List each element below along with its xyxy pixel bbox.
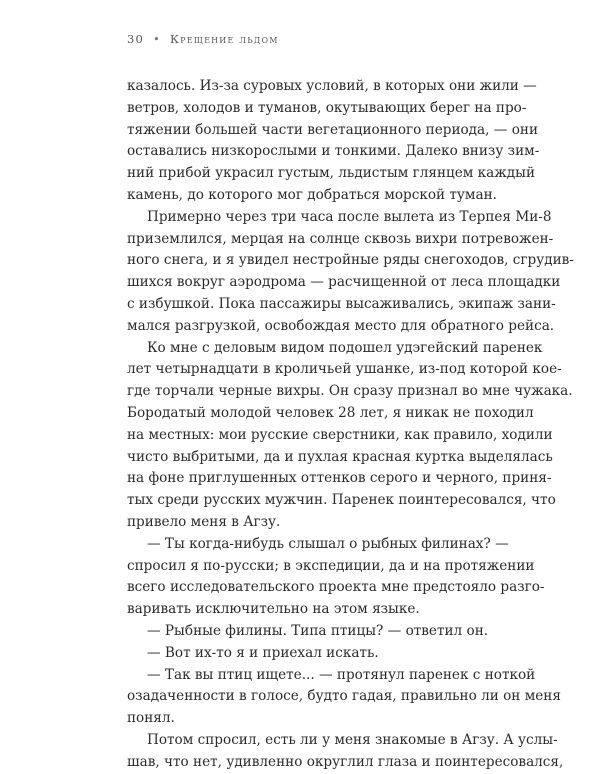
text-line: шав, что нет, удивленно округлил глаза и поинтересовался, [127, 753, 564, 770]
page-number: 30 [127, 32, 145, 46]
text-line: Потом спросил, есть ли у меня знакомые в Агзу. А услы- [147, 731, 558, 748]
text-line: оставались низкорослыми и тонкими. Далеко внизу зим- [127, 143, 540, 160]
text-line: привело меня в Агзу. [127, 513, 281, 530]
text-line: где торчали черные вихры. Он сразу признал во мне чужака. [127, 383, 573, 400]
text-line: озадаченности в голосе, будто гадая, правильно ли он меня [127, 688, 561, 705]
text-line: Примерно через три часа после вылета из Терпея Ми-8 [147, 208, 552, 225]
text-line: на местных: мои русские сверстники, как правило, ходили [127, 426, 553, 443]
text-line: шихся вокруг аэродрома — расчищенной от леса площадки [127, 274, 561, 291]
text-line: — Вот их-то я и приехал искать. [147, 644, 379, 661]
text-line: — Рыбные филины. Типа птицы? — ответил он. [147, 622, 489, 639]
text-line: казалось. Из-за суровых условий, в которых они жили — [127, 78, 537, 94]
text-line: варивать исключительно на этом языке. [127, 601, 420, 618]
running-head [127, 32, 279, 46]
text-line: с избушкой. Пока пассажиры высаживались, экипаж зани- [127, 295, 556, 312]
text-line: ний прибой украсил густым, льдистым глянцем каждый [127, 165, 536, 182]
text-line: Ко мне с деловым видом подошел удэгейский паренек [147, 339, 543, 356]
text-line: мался разгрузкой, освобождая место для обратного рейса. [127, 317, 555, 334]
body-text [127, 76, 574, 774]
text-line: Бородатый молодой человек 28 лет, я никак не походил [127, 404, 534, 421]
text-line: тяжении большей части вегетационного периода, — они [127, 121, 539, 138]
chapter-title: Крещение льдом [170, 32, 279, 46]
text-line: — Так вы птиц ищете... — протянул паренек с ноткой [147, 666, 536, 683]
text-line: ветров, холодов и туманов, окутывающих берег на про- [127, 99, 527, 116]
text-line: ного снега, и я увидел нестройные ряды снегоходов, сгрудив- [127, 252, 574, 269]
text-line: спросил я по-русски; в экспедиции, да и на протяжении [127, 557, 535, 574]
text-line: всего исследовательского проекта мне предстояло разго- [127, 579, 545, 596]
separator-dot: • [153, 32, 162, 46]
text-line: — Ты когда-нибудь слышал о рыбных филинах? — [147, 535, 509, 552]
text-line: понял. [127, 710, 175, 727]
text-line: чисто выбритыми, да и пухлая красная куртка выделялась [127, 448, 553, 465]
text-line: тых среди русских мужчин. Паренек поинтересовался, что [127, 492, 556, 509]
text-line: приземлился, мерцая на солнце сквозь вихри потревожен- [127, 230, 554, 247]
text-line: лет четырнадцати в кроличьей ушанке, из-под которой кое- [127, 361, 562, 378]
text-line: на фоне приглушенных оттенков серого и черного, приня- [127, 470, 552, 487]
text-line: камень, до которого мог добраться морской туман. [127, 186, 497, 203]
